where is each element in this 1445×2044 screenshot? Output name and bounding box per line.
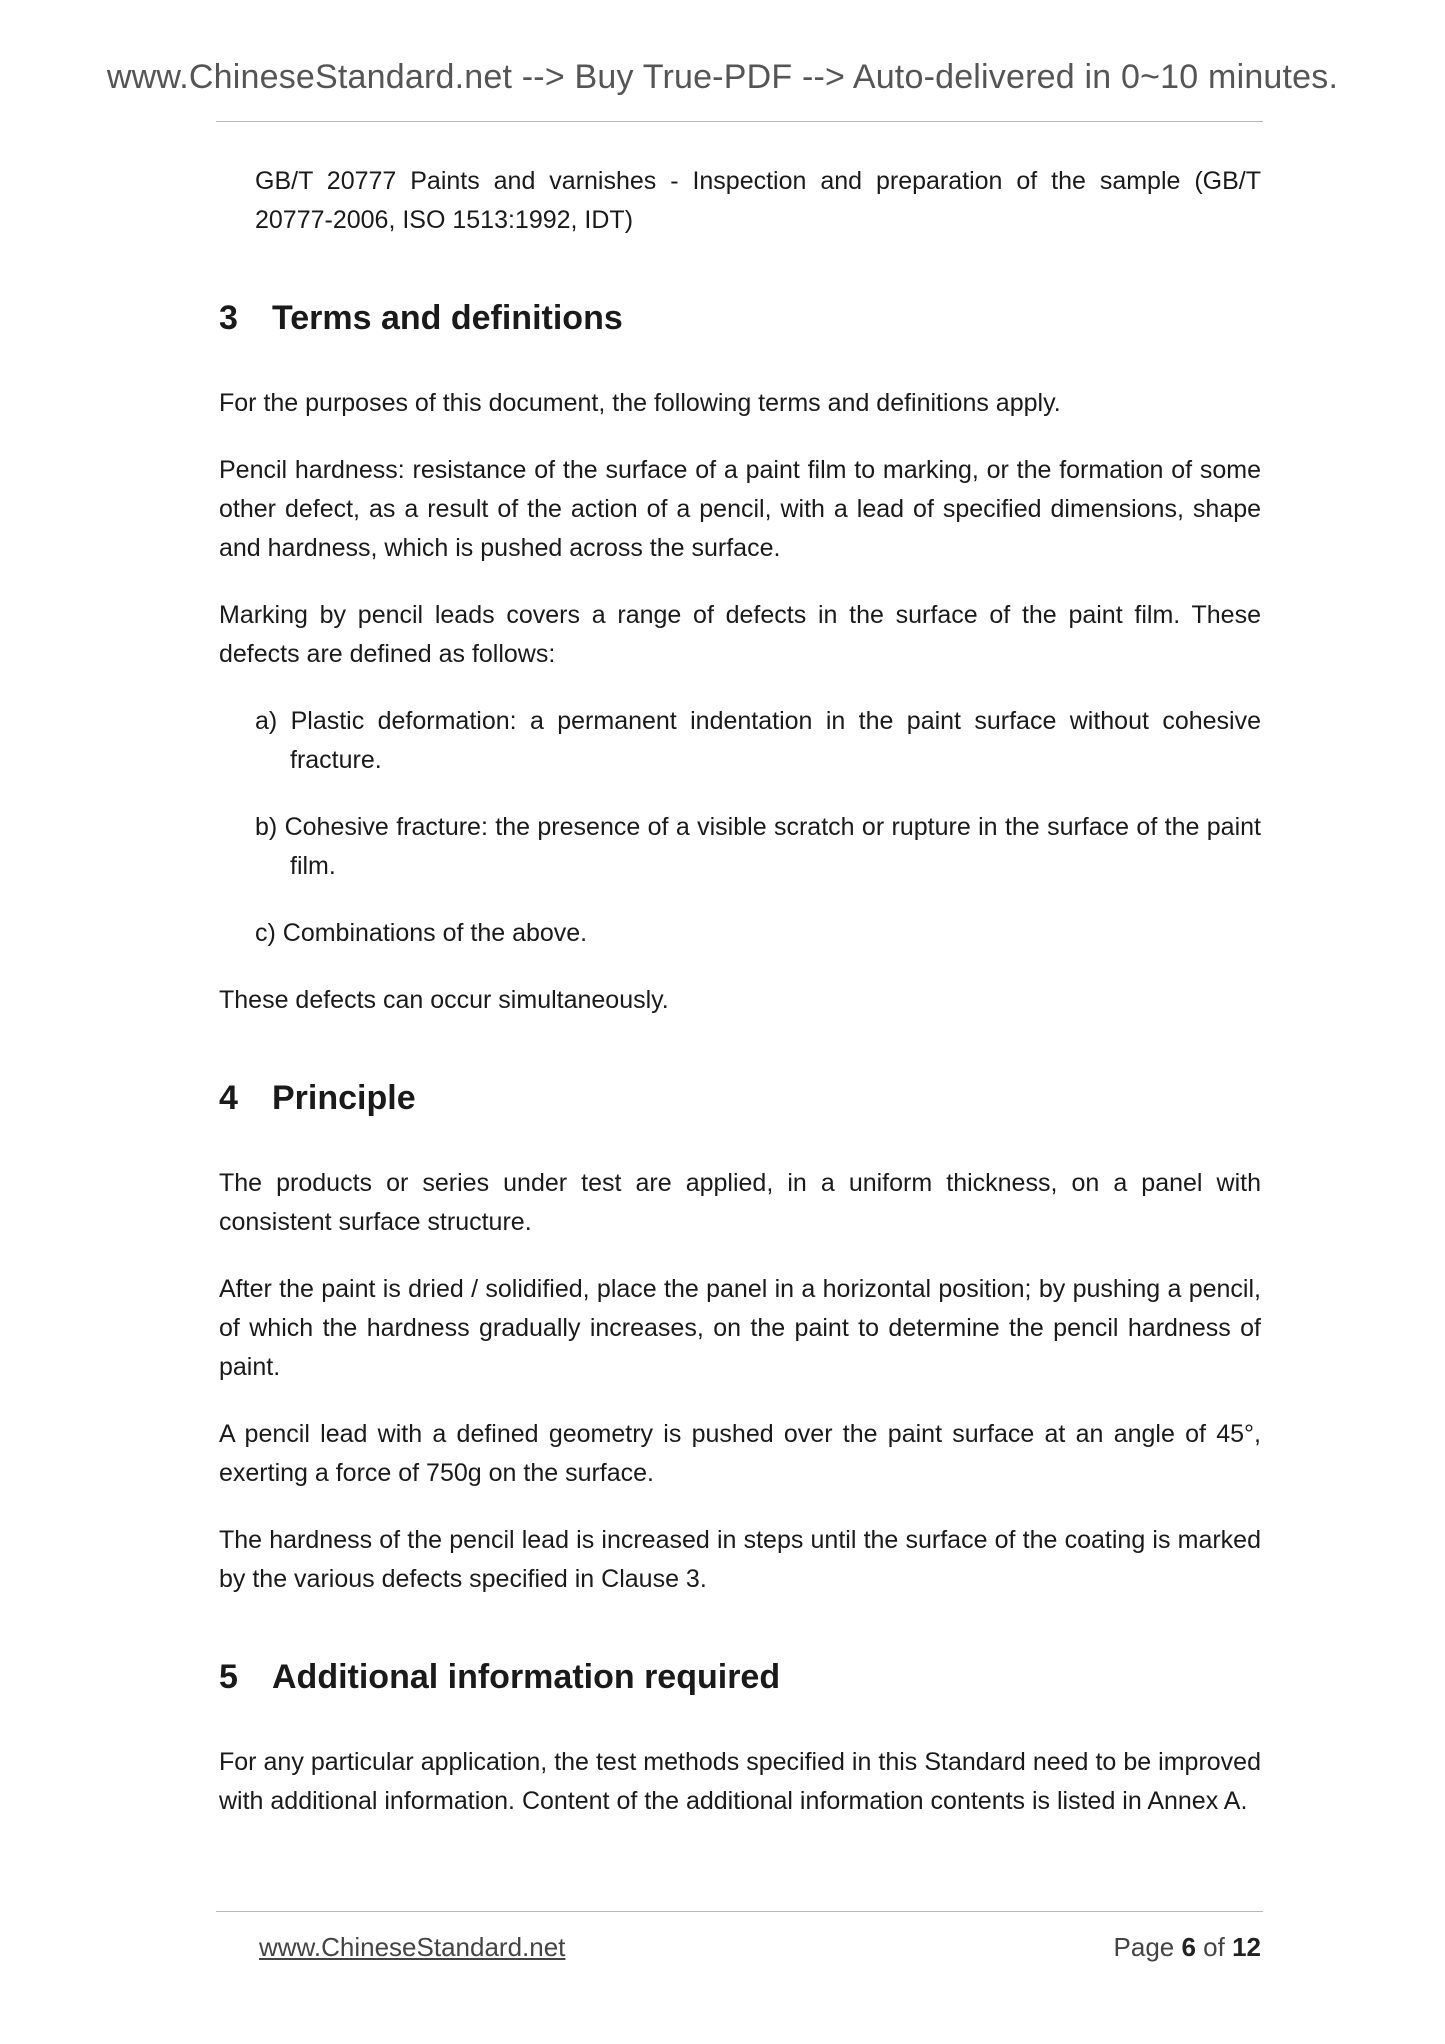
principle-paragraph: The hardness of the pencil lead is increased in steps until the surface of the coating is marked by the various defects specified in Clause 3. [219, 1526, 1261, 1593]
defects-closing: These defects can occur simultaneously. [219, 986, 669, 1014]
current-page: 6 [1181, 1932, 1196, 1962]
defects-intro: Marking by pencil leads covers a range of defects in the surface of the paint film. These defects are defined as follows: [219, 601, 1261, 668]
section-title: Terms and definitions [272, 299, 623, 337]
section-principle [219, 1076, 1261, 1599]
section-number: 3 [219, 299, 238, 337]
header-banner[interactable]: www.ChineseStandard.net --> Buy True-PDF --> Auto-delivered in 0~10 minutes. [106, 58, 1339, 96]
pencil-hardness-definition: Pencil hardness: resistance of the surface of a paint film to marking, or the formation of some other defect, as a result of the action of a pencil, with a lead of specified dimensions, shape and hardness, which is pushed across the surface. [219, 456, 1261, 562]
principle-paragraph: A pencil lead with a defined geometry is pushed over the paint surface at an angle of 45°, exerting a force of 750g on the surface. [219, 1420, 1261, 1487]
page-number [1114, 1932, 1261, 1963]
terms-intro: For the purposes of this document, the following terms and definitions apply. [219, 389, 1061, 417]
reference-continuation: GB/T 20777 Paints and varnishes - Inspection and preparation of the sample (GB/T 20777-2006, ISO 1513:1992, IDT) [255, 167, 1261, 234]
section-title: Principle [272, 1079, 416, 1117]
principle-paragraph: After the paint is dried / solidified, place the panel in a horizontal position; by pushing a pencil, of which the hardness gradually increases, on the paint to determine the pencil hardness of paint. [219, 1275, 1261, 1381]
section-number: 4 [219, 1079, 238, 1117]
section-terms-and-definitions [219, 296, 1261, 1020]
principle-paragraph: The products or series under test are applied, in a uniform thickness, on a panel with consistent surface structure. [219, 1169, 1261, 1236]
page-content [219, 162, 1261, 1849]
header-divider [216, 121, 1263, 122]
section-number: 5 [219, 1658, 238, 1696]
list-item: c) Combinations of the above. [255, 919, 588, 947]
section-additional-information [219, 1655, 1261, 1821]
footer-site-link[interactable]: www.ChineseStandard.net [259, 1932, 566, 1962]
additional-info-paragraph: For any particular application, the test methods specified in this Standard need to be improved with additional information. Content of the additional information contents is listed in Annex A. [219, 1748, 1261, 1815]
section-title: Additional information required [272, 1658, 781, 1696]
section-heading [219, 1076, 1261, 1120]
section-heading [219, 1655, 1261, 1699]
total-pages: 12 [1232, 1932, 1261, 1962]
section-heading [219, 296, 1261, 340]
list-item: b) Cohesive fracture: the presence of a visible scratch or rupture in the surface of the paint film. [255, 813, 1261, 880]
footer-divider [216, 1911, 1263, 1912]
list-item: a) Plastic deformation: a permanent indentation in the paint surface without cohesive fracture. [255, 707, 1261, 774]
page-of: of [1195, 1932, 1233, 1962]
page-prefix: Page [1113, 1932, 1182, 1962]
